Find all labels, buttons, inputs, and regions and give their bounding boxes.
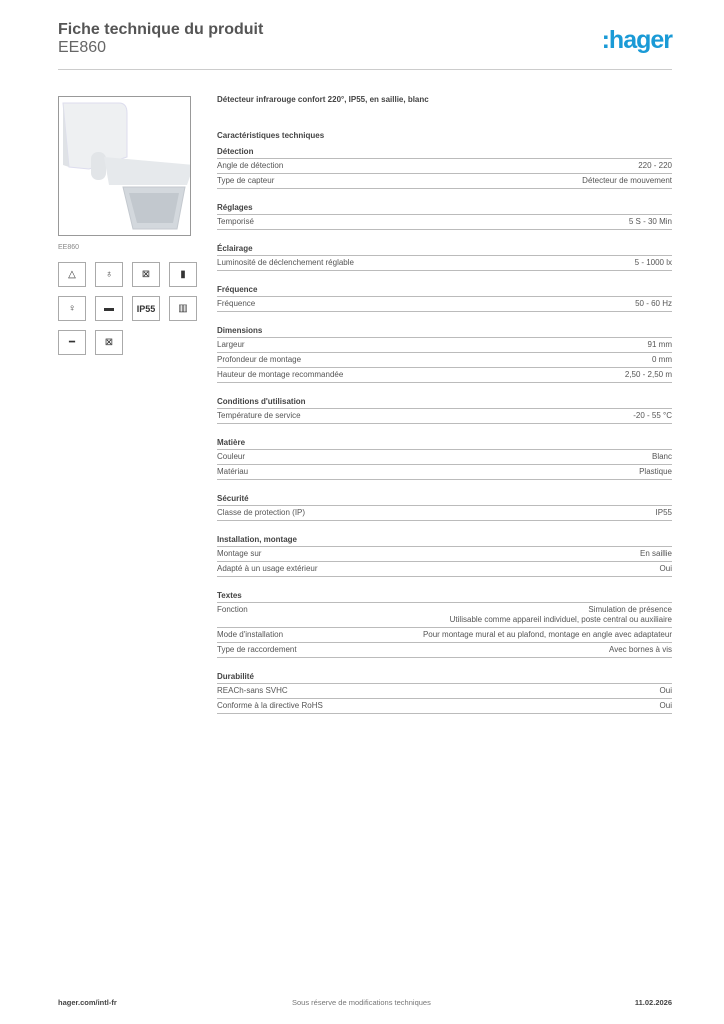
row-value: Plastique: [639, 467, 672, 476]
footer-date: 11.02.2026: [634, 998, 672, 1007]
section-title: Éclairage: [217, 242, 672, 256]
section-title: Textes: [217, 589, 672, 603]
row-label: Température de service: [217, 411, 301, 420]
product-code: EE860: [58, 39, 107, 56]
bulb-icon: ♀: [58, 296, 86, 321]
row-value: 50 - 60 Hz: [635, 299, 672, 308]
section-title: Détection: [217, 145, 672, 159]
row-label: Luminosité de déclenchement réglable: [217, 258, 354, 267]
section-title: Fréquence: [217, 283, 672, 297]
table-row: [217, 562, 672, 577]
table-row: [217, 699, 672, 714]
product-image: [58, 96, 191, 236]
row-label: Couleur: [217, 452, 246, 461]
row-label: Profondeur de montage: [217, 355, 302, 364]
section-title: Conditions d'utilisation: [217, 395, 672, 409]
header-divider: [58, 69, 672, 70]
table-row: [217, 409, 672, 424]
table-row: [217, 159, 672, 174]
row-label: Classe de protection (IP): [217, 508, 306, 517]
row-label: Mode d'installation: [217, 630, 284, 639]
section: [217, 492, 672, 521]
fluocompact-icon: ▮: [169, 262, 197, 287]
led-tube-icon: ━: [58, 330, 86, 355]
row-label: Hauteur de montage recommandée: [217, 370, 344, 379]
row-label: Conforme à la directive RoHS: [217, 701, 323, 710]
table-row: [217, 450, 672, 465]
row-label: Matériau: [217, 467, 249, 476]
section: [217, 242, 672, 271]
section: [217, 436, 672, 480]
transformer-icon: ⊠: [132, 262, 160, 287]
row-value: Pour montage mural et au plafond, montage en angle avec adaptateur: [422, 630, 672, 639]
table-row: [217, 174, 672, 189]
table-row: [217, 215, 672, 230]
row-label: Montage sur: [217, 549, 262, 558]
characteristics-title: Caractéristiques techniques: [217, 131, 325, 140]
row-value: 5 - 1000 lx: [634, 258, 672, 267]
row-value: 2,50 - 2,50 m: [624, 370, 672, 379]
section-title: Sécurité: [217, 492, 672, 506]
table-row: [217, 368, 672, 383]
section: [217, 670, 672, 714]
table-row: [217, 603, 672, 628]
section-title: Réglages: [217, 201, 672, 215]
section: [217, 145, 672, 189]
section: [217, 283, 672, 312]
row-label: Type de capteur: [217, 176, 275, 185]
row-label: Angle de détection: [217, 161, 284, 170]
product-name: Détecteur infrarouge confort 220°, IP55, en saillie, blanc: [217, 95, 429, 104]
row-label: Fonction: [217, 605, 248, 614]
ip55-icon: IP55: [132, 296, 160, 321]
bulb-halogen-icon: ♁: [95, 262, 123, 287]
table-row: [217, 338, 672, 353]
table-row: [217, 547, 672, 562]
fluorescent-tube-icon: ▬: [95, 296, 123, 321]
row-value: En saillie: [639, 549, 672, 558]
row-value: IP55: [655, 508, 672, 517]
table-row: [217, 506, 672, 521]
row-label: Type de raccordement: [217, 645, 297, 654]
row-label: Fréquence: [217, 299, 256, 308]
section: [217, 324, 672, 383]
row-label: Largeur: [217, 340, 245, 349]
row-value: Blanc: [651, 452, 672, 461]
row-value: 5 S - 30 Min: [628, 217, 672, 226]
row-label: Adapté à un usage extérieur: [217, 564, 318, 573]
row-value: Oui: [659, 686, 672, 695]
table-row: [217, 297, 672, 312]
row-value: Avec bornes à vis: [609, 645, 672, 654]
section: [217, 395, 672, 424]
row-value: Oui: [659, 564, 672, 573]
table-row: [217, 256, 672, 271]
hager-logo: :hager: [601, 26, 672, 54]
section: [217, 533, 672, 577]
row-value: Simulation de présence Utilisable comme appareil individuel, poste central ou auxiliaire: [449, 605, 672, 624]
table-row: [217, 643, 672, 658]
row-value: 0 mm: [652, 355, 672, 364]
technical-sheet: [217, 95, 672, 714]
page-title: Fiche technique du produit: [58, 21, 264, 38]
application-icons: [58, 262, 198, 355]
table-row: [217, 465, 672, 480]
row-value: Détecteur de mouvement: [582, 176, 672, 185]
footer-site: hager.com/intl-fr: [58, 998, 117, 1007]
footer-note: Sous réserve de modifications techniques: [292, 998, 431, 1007]
section-title: Matière: [217, 436, 672, 450]
section-title: Dimensions: [217, 324, 672, 338]
row-label: REACh-sans SVHC: [217, 686, 288, 695]
image-caption: EE860: [58, 244, 80, 251]
table-row: [217, 353, 672, 368]
row-value: 91 mm: [647, 340, 672, 349]
section-title: Installation, montage: [217, 533, 672, 547]
section: [217, 201, 672, 230]
motion-detector-icon: ⊠: [95, 330, 123, 355]
row-value: 220 - 220: [638, 161, 672, 170]
row-label: Temporisé: [217, 217, 254, 226]
section-title: Durabilité: [217, 670, 672, 684]
row-value: -20 - 55 °C: [633, 411, 672, 420]
section: [217, 589, 672, 658]
cone-icon: △: [58, 262, 86, 287]
electronic-transformer-icon: ▥: [169, 296, 197, 321]
table-row: [217, 628, 672, 643]
table-row: [217, 684, 672, 699]
row-value: Oui: [659, 701, 672, 710]
